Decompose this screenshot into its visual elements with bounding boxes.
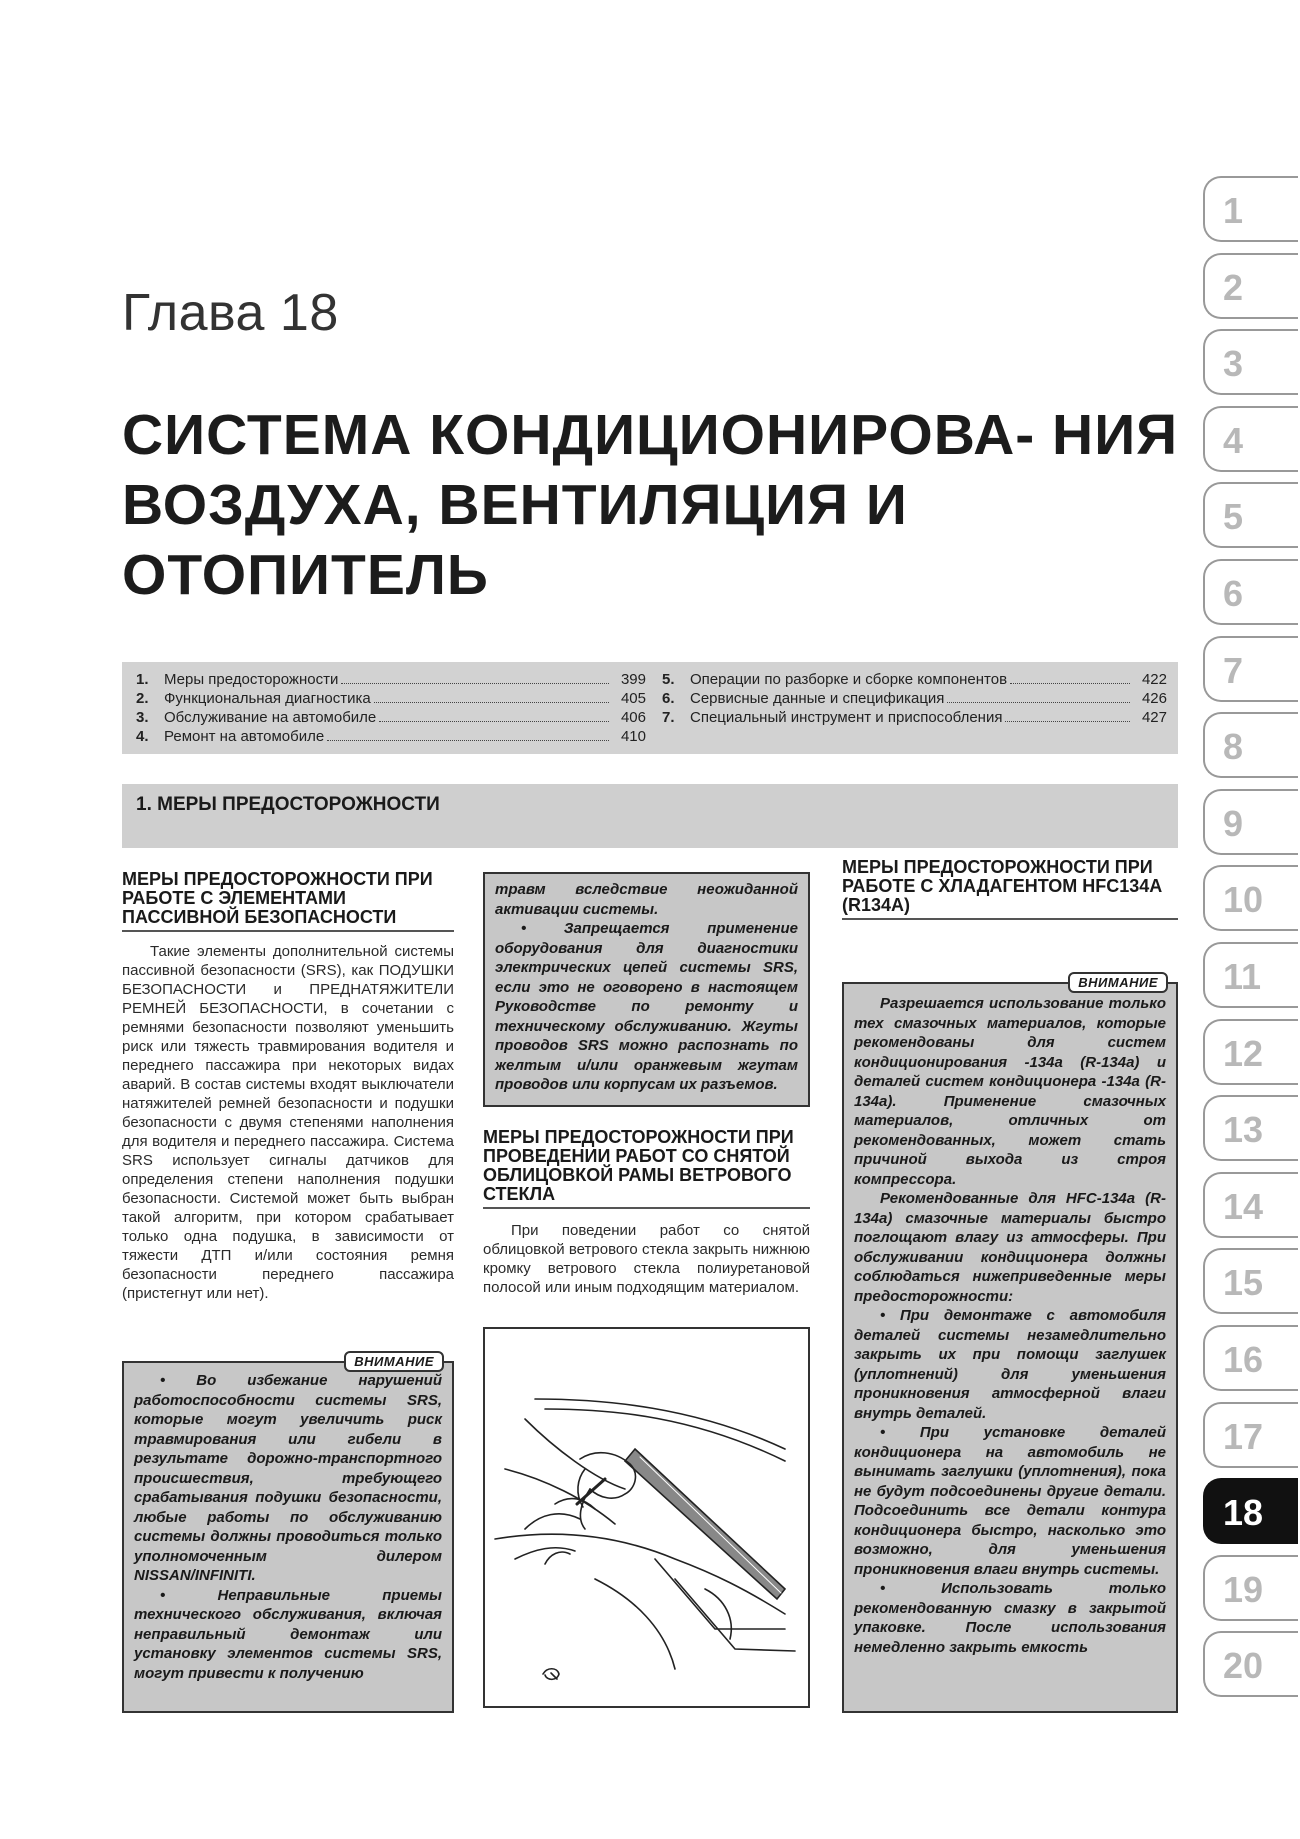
toc-item[interactable] bbox=[662, 708, 1167, 727]
toc-leader-dots bbox=[341, 683, 609, 684]
toc-leader-dots bbox=[379, 721, 609, 722]
col3-p4: • При установке деталей кондиционера на автомобиль не вынимать заглушки (уплотнения), пока не будут подсоединены другие детали. Подсоединить все детали контура кондиционера быстро, насколько это возможно, для уменьшения проникновения влаги внутрь системы. bbox=[854, 1424, 1166, 1578]
col2-warning-p2: • Запрещается применение оборудования для диагностики электрических цепей системы SRS, если это не оговорено в настоящем Руководстве по ремонту и техническому обслуживанию. Жгуты проводов SRS можно распознать по желтым и/или оранжевым жгутам проводов или корпусам их разъемов. bbox=[495, 920, 798, 1093]
chapter-tab-12[interactable] bbox=[1203, 1019, 1298, 1085]
toc-item-title: Специальный инструмент и приспособления bbox=[690, 709, 1003, 726]
toc-leader-dots bbox=[947, 702, 1130, 703]
toc-item[interactable] bbox=[136, 727, 646, 746]
toc-item[interactable] bbox=[136, 708, 646, 727]
toc-item[interactable] bbox=[662, 670, 1167, 689]
warning-tag: ВНИМАНИЕ bbox=[1068, 972, 1168, 993]
toc-item-title: Функциональная диагностика bbox=[164, 690, 371, 707]
toc-item-title: Обслуживание на автомобиле bbox=[164, 709, 377, 726]
toc-item-page: 422 bbox=[1141, 671, 1167, 688]
chapter-tab-label: 14 bbox=[1223, 1185, 1264, 1227]
chapter-tab-label: 10 bbox=[1223, 879, 1264, 921]
chapter-tab-label: 12 bbox=[1223, 1032, 1264, 1074]
chapter-tab-label: 2 bbox=[1223, 266, 1244, 308]
col3-warning-box bbox=[842, 975, 1178, 1713]
chapter-tab-5[interactable] bbox=[1203, 482, 1298, 548]
toc-item-number: 3. bbox=[136, 709, 149, 726]
toc-item-page: 405 bbox=[620, 690, 646, 707]
toc-item-page: 399 bbox=[620, 671, 646, 688]
toc-item-number: 1. bbox=[136, 671, 149, 688]
chapter-tab-label: 9 bbox=[1223, 802, 1244, 844]
column-2 bbox=[483, 1128, 810, 1297]
windshield-illustration bbox=[485, 1329, 808, 1706]
chapter-tab-15[interactable] bbox=[1203, 1248, 1298, 1314]
toc-item-number: 4. bbox=[136, 728, 149, 745]
col3-heading: МЕРЫ ПРЕДОСТОРОЖНОСТИ ПРИ РАБОТЕ С ХЛАДАГЕНТОМ HFC134A (R134A) bbox=[842, 858, 1178, 920]
chapter-tab-14[interactable] bbox=[1203, 1172, 1298, 1238]
chapter-tab-label: 16 bbox=[1223, 1339, 1264, 1380]
chapter-tab-10[interactable] bbox=[1203, 865, 1298, 931]
toc-item-page: 410 bbox=[620, 728, 646, 745]
toc-item-title: Меры предосторожности bbox=[164, 671, 339, 688]
chapter-title bbox=[122, 400, 1182, 610]
toc-item-number: 7. bbox=[662, 709, 675, 726]
chapter-tab-1[interactable] bbox=[1203, 176, 1298, 242]
toc-leader-dots bbox=[1010, 683, 1130, 684]
col2-text: При поведении работ со снятой облицовкой ветрового стекла закрыть нижнюю кромку ветрового стекла полиуретановой полосой или иным подходящим материалом. bbox=[483, 1222, 810, 1296]
chapter-tab-label: 18 bbox=[1223, 1492, 1264, 1534]
col2-heading: МЕРЫ ПРЕДОСТОРОЖНОСТИ ПРИ ПРОВЕДЕНИИ РАБОТ СО СНЯТОЙ ОБЛИЦОВКОЙ РАМЫ ВЕТРОВОГО СТЕКЛА bbox=[483, 1128, 810, 1209]
chapter-toc bbox=[122, 662, 1178, 754]
section-title: 1. МЕРЫ ПРЕДОСТОРОЖНОСТИ bbox=[136, 794, 440, 815]
col1-text: Такие элементы дополнительной системы пассивной безопасности (SRS), как ПОДУШКИ БЕЗОПАСНОСТИ и ПРЕДНАТЯЖИТЕЛИ РЕМНЕЙ БЕЗОПАСНОСТИ, в сочетании с ремнями безопасности позволяют уменьшить риск или тяжесть травмирования водителя и переднего пассажира при некоторых видах аварий. В состав системы входят выключатели натяжителей ремней безопасности и подушки безопасности с двумя степенями наполнения для водителя и переднего пассажира. Система SRS использует сигналы датчиков для определения степени наполнения подушки безопасности. Системой может быть выбран такой алгоритм, при котором срабатывает только одна подушка, в зависимости от тяжести ДТП и/или состояния ремня безопасности переднего пассажира (пристегнут или нет). bbox=[122, 943, 454, 1302]
col2-warning-box bbox=[483, 872, 810, 1107]
chapter-tab-label: 7 bbox=[1223, 649, 1244, 691]
chapter-tab-label: 19 bbox=[1223, 1568, 1264, 1610]
chapter-tab-2[interactable] bbox=[1203, 253, 1298, 319]
toc-leader-dots bbox=[1005, 721, 1130, 722]
col3-p2: Рекомендованные для HFC-134а (R-134а) смазочные материалы быстро поглощают влагу из атмосферы. При обслуживании кондиционера должны соблюдаться нижеприведенные меры предосторожности: bbox=[854, 1190, 1166, 1305]
toc-item-page: 406 bbox=[620, 709, 646, 726]
chapter-tab-7[interactable] bbox=[1203, 636, 1298, 702]
chapter-tab-label: 20 bbox=[1223, 1645, 1264, 1687]
toc-item[interactable] bbox=[662, 689, 1167, 708]
chapter-tab-label: 5 bbox=[1223, 496, 1244, 538]
toc-item-title: Операции по разборке и сборке компонентов bbox=[690, 671, 1008, 688]
chapter-tab-label: 1 bbox=[1223, 190, 1244, 231]
toc-item-page: 427 bbox=[1141, 709, 1167, 726]
chapter-tab-3[interactable] bbox=[1203, 329, 1298, 395]
col1-warning-box bbox=[122, 1354, 454, 1713]
column-1 bbox=[122, 870, 454, 1303]
chapter-tab-20[interactable] bbox=[1203, 1631, 1298, 1697]
chapter-tab-label: 6 bbox=[1223, 573, 1244, 614]
col1-warning-p1: • Во избежание нарушений работоспособности системы SRS, которые могут увеличить риск травмирования или гибели в результате дорожно-транспортного происшествия, требующего срабатывания подушки безопасности, любые работы по обслуживанию системы должны проводиться только уполномоченным дилером NISSAN/INFINITI. bbox=[134, 1372, 442, 1584]
chapter-tab-4[interactable] bbox=[1203, 406, 1298, 472]
column-3 bbox=[842, 858, 1178, 920]
toc-item[interactable] bbox=[136, 689, 646, 708]
toc-leader-dots bbox=[374, 702, 609, 703]
chapter-tab-label: 15 bbox=[1223, 1262, 1264, 1304]
chapter-tab-label: 3 bbox=[1223, 343, 1244, 385]
toc-item[interactable] bbox=[136, 670, 646, 689]
toc-item-title: Сервисные данные и спецификация bbox=[690, 690, 945, 707]
warning-tag: ВНИМАНИЕ bbox=[344, 1351, 444, 1372]
chapter-tab-label: 4 bbox=[1223, 419, 1244, 461]
toc-item-title: Ремонт на автомобиле bbox=[164, 728, 325, 745]
chapter-tab-18[interactable] bbox=[1203, 1478, 1298, 1544]
col3-p3: • При демонтаже с автомобиля деталей системы незамедлительно закрыть их при помощи заглушек (уплотнений) для уменьшения проникновения атмосферной влаги внутрь деталей. bbox=[854, 1307, 1166, 1422]
windshield-figure bbox=[483, 1327, 810, 1708]
toc-item-number: 5. bbox=[662, 671, 675, 688]
toc-leader-dots bbox=[327, 740, 609, 741]
chapter-tab-13[interactable] bbox=[1203, 1095, 1298, 1161]
chapter-tab-16[interactable] bbox=[1203, 1325, 1298, 1391]
chapter-tab-9[interactable] bbox=[1203, 789, 1298, 855]
toc-right-column bbox=[662, 670, 1167, 727]
col3-p5: • Использовать только рекомендованную смазку в закрытой упаковке. После использования немедленно закрыть емкость bbox=[854, 1580, 1166, 1656]
toc-item-number: 2. bbox=[136, 690, 149, 707]
col2-warning-p1: травм вследствие неожиданной активации системы. bbox=[495, 881, 798, 918]
chapter-tab-17[interactable] bbox=[1203, 1402, 1298, 1468]
chapter-label: Глава 18 bbox=[122, 284, 339, 342]
chapter-tab-6[interactable] bbox=[1203, 559, 1298, 625]
col1-heading: МЕРЫ ПРЕДОСТОРОЖНОСТИ ПРИ РАБОТЕ С ЭЛЕМЕНТАМИ ПАССИВНОЙ БЕЗОПАСНОСТИ bbox=[122, 870, 454, 932]
chapter-tab-label: 17 bbox=[1223, 1415, 1264, 1457]
chapter-tab-11[interactable] bbox=[1203, 942, 1298, 1008]
chapter-tab-label: 13 bbox=[1223, 1109, 1264, 1151]
chapter-tab-19[interactable] bbox=[1203, 1555, 1298, 1621]
col1-warning-p2: • Неправильные приемы технического обслуживания, включая неправильный демонтаж или установку элементов системы SRS, могут привести к получению bbox=[134, 1586, 442, 1682]
toc-left-column bbox=[136, 670, 646, 746]
section-header bbox=[122, 784, 1178, 848]
toc-item-number: 6. bbox=[662, 690, 675, 707]
chapter-tab-8[interactable] bbox=[1203, 712, 1298, 778]
col3-p1: Разрешается использование только тех смазочных материалов, которые рекомендованы для систем кондиционирования -134а (R-134а) и деталей систем кондиционера -134а (R-134а). Применение смазочных материалов, отличных от рекомендованных, может стать причиной выхода из строя компрессора. bbox=[854, 995, 1166, 1188]
chapter-title-text: СИСТЕМА КОНДИЦИОНИРОВА- НИЯ ВОЗДУХА, ВЕНТИЛЯЦИЯ И ОТОПИТЕЛЬ bbox=[122, 403, 1179, 607]
toc-item-page: 426 bbox=[1141, 690, 1167, 707]
chapter-tab-label: 8 bbox=[1223, 726, 1244, 768]
chapter-tab-label: 11 bbox=[1223, 956, 1262, 997]
